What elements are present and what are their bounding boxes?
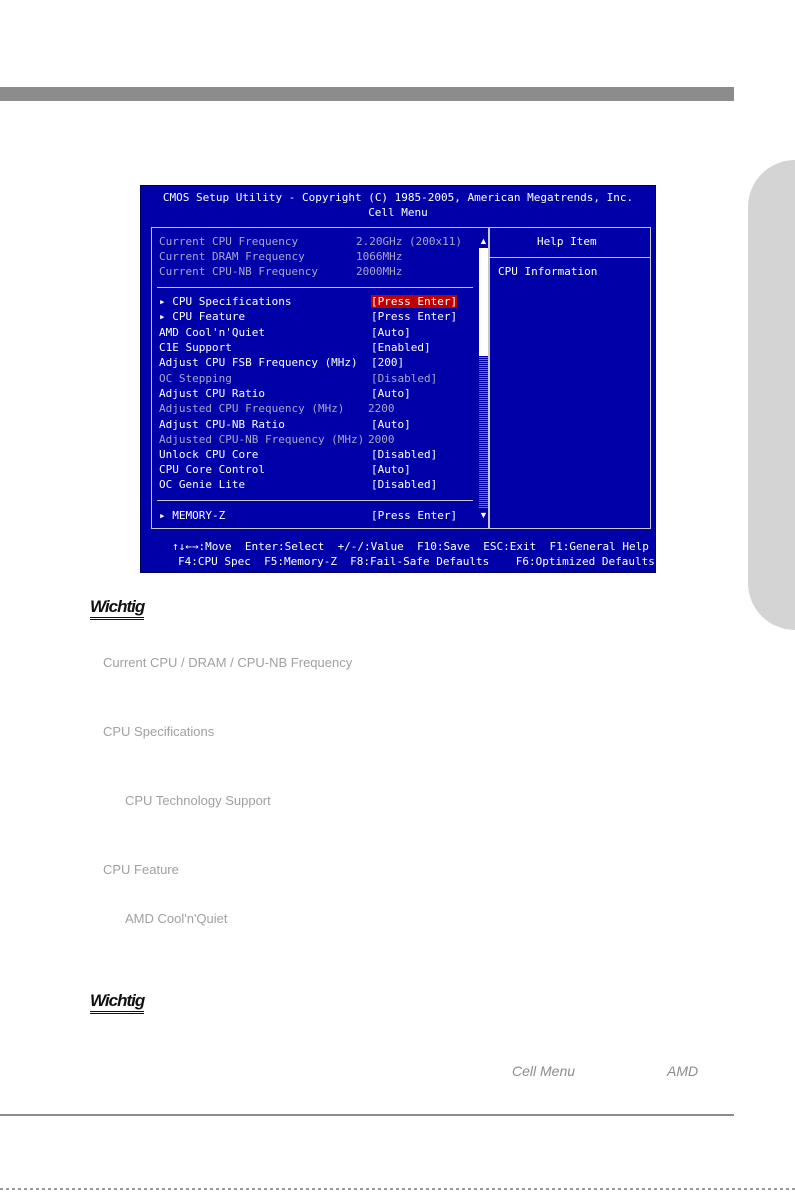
section-amd-cool-n-quiet: AMD Cool'n'Quiet (125, 911, 228, 926)
menu-separator-top (157, 287, 473, 288)
bios-menu-name: Cell Menu (368, 206, 428, 219)
value-unlock-cpu-core[interactable]: [Disabled] (371, 448, 438, 461)
bios-title: CMOS Setup Utility - Copyright (C) 1985-2005, American Megatrends, Inc. (162, 191, 634, 204)
bios-footer-line1: ↑↓←→:Move Enter:Select +/-/:Value F10:Save ESC:Exit F1:General Help (172, 540, 649, 553)
help-text: CPU Information (498, 265, 598, 278)
value-adjust-cpu-ratio[interactable]: [Auto] (371, 387, 411, 400)
info-value-cpunb: 2000MHz (356, 265, 403, 278)
value-adjusted-cpu-nb-frequency: 2000 (368, 433, 395, 446)
bios-footer-line2: F4:CPU Spec F5:Memory-Z F8:Fail-Safe Defaults F6:Optimized Defaults (178, 555, 655, 568)
value-cpu-feature[interactable]: [Press Enter] (371, 310, 458, 323)
menu-unlock-cpu-core[interactable]: Unlock CPU Core (159, 448, 259, 461)
section-current-frequency: Current CPU / DRAM / CPU-NB Frequency (103, 655, 353, 670)
menu-adjusted-cpu-frequency: Adjusted CPU Frequency (MHz) (159, 402, 345, 415)
section-cpu-specifications: CPU Specifications (103, 724, 215, 739)
value-c1e-support[interactable]: [Enabled] (371, 341, 431, 354)
value-oc-genie-lite[interactable]: [Disabled] (371, 478, 438, 491)
header-bar (0, 87, 734, 101)
chapter-tab (748, 160, 795, 630)
menu-adjust-fsb[interactable]: Adjust CPU FSB Frequency (MHz) (159, 356, 358, 369)
important-heading-2: Wichtig (90, 991, 144, 1014)
menu-adjust-cpu-nb-ratio[interactable]: Adjust CPU-NB Ratio (159, 418, 285, 431)
info-value-dram: 1066MHz (356, 250, 403, 263)
ref-cell-menu: Cell Menu (512, 1063, 576, 1079)
dotted-edge (0, 1188, 795, 1190)
info-value-cpu: 2.20GHz (200x11) (356, 235, 462, 248)
scroll-up-icon[interactable]: ▲ (479, 236, 488, 246)
scroll-down-icon[interactable]: ▼ (479, 510, 488, 520)
ref-amd: AMD (667, 1063, 699, 1079)
footer-rule (0, 1114, 734, 1116)
info-label-cpu: Current CPU Frequency (159, 235, 299, 248)
value-memory-z[interactable]: [Press Enter] (371, 509, 458, 522)
menu-cpu-feature[interactable]: ▸ CPU Feature (159, 310, 246, 323)
menu-oc-stepping: OC Stepping (159, 372, 232, 385)
value-adjust-cpu-nb-ratio[interactable]: [Auto] (371, 418, 411, 431)
important-heading-1: Wichtig (90, 597, 144, 620)
menu-cpu-core-control[interactable]: CPU Core Control (159, 463, 265, 476)
section-cpu-technology-support: CPU Technology Support (125, 793, 271, 808)
menu-cpu-specifications[interactable]: ▸ CPU Specifications (159, 295, 292, 308)
value-oc-stepping: [Disabled] (371, 372, 438, 385)
info-label-cpunb: Current CPU-NB Frequency (159, 265, 318, 278)
menu-amd-cool-n-quiet[interactable]: AMD Cool'n'Quiet (159, 326, 265, 339)
menu-adjust-cpu-ratio[interactable]: Adjust CPU Ratio (159, 387, 265, 400)
value-amd-cool-n-quiet[interactable]: [Auto] (371, 326, 411, 339)
help-title: Help Item (537, 235, 597, 248)
menu-memory-z[interactable]: ▸ MEMORY-Z (159, 509, 226, 522)
value-adjusted-cpu-frequency: 2200 (368, 402, 395, 415)
value-cpu-core-control[interactable]: [Auto] (371, 463, 411, 476)
menu-c1e-support[interactable]: C1E Support (159, 341, 232, 354)
help-separator (490, 257, 650, 258)
menu-separator-bottom (157, 500, 473, 501)
section-cpu-feature: CPU Feature (103, 862, 179, 877)
info-label-dram: Current DRAM Frequency (159, 250, 305, 263)
scrollbar-thumb[interactable] (479, 248, 488, 356)
value-adjust-fsb[interactable]: [200] (371, 356, 405, 369)
value-cpu-specifications[interactable]: [Press Enter] (371, 295, 458, 308)
menu-oc-genie-lite[interactable]: OC Genie Lite (159, 478, 246, 491)
menu-adjusted-cpu-nb-frequency: Adjusted CPU-NB Frequency (MHz) (159, 433, 365, 446)
